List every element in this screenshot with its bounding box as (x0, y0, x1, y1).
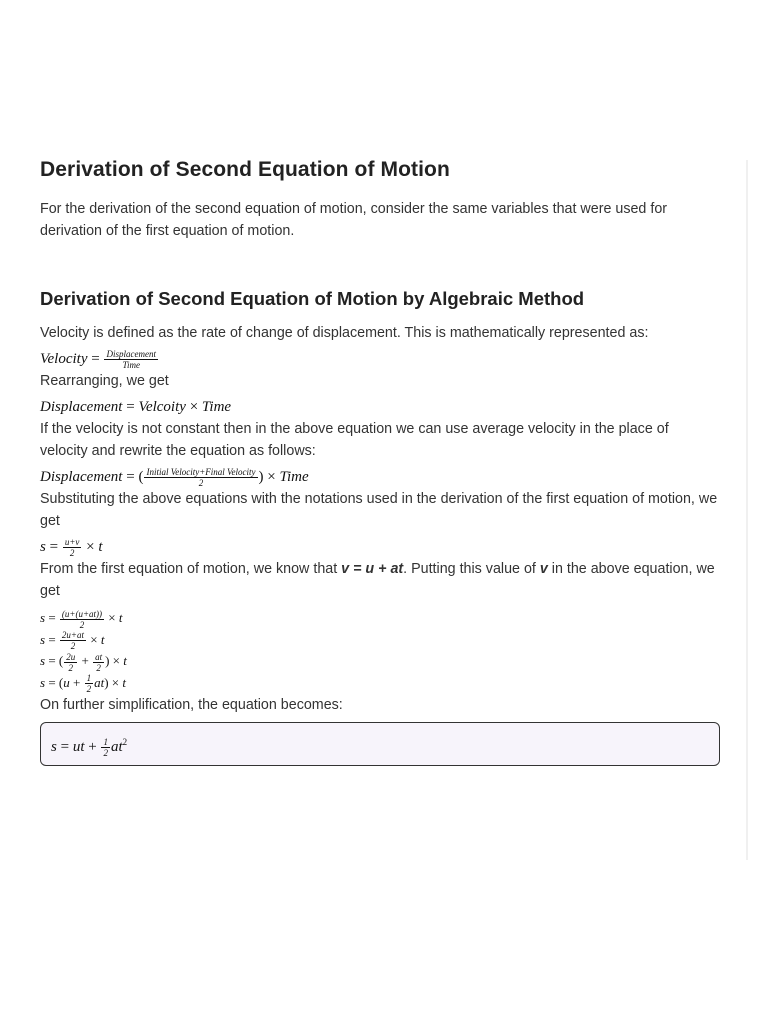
step-3: s = ( $\frac{2u}{2}$ + $\frac{at}{2}$ ) × t (40, 651, 127, 673)
first-equation-paragraph: From the first equation of motion, we know that v = u + at. Putting this value of v in the above equation, we get (40, 561, 715, 600)
article (40, 158, 720, 766)
section-heading: Derivation of Second Equation of Motion by Algebraic Method (40, 288, 585, 309)
average-velocity-paragraph: If the velocity is not constant then in the above equation we can use average velocity in the place of velocity and rewrite the equation as follows: (40, 421, 669, 460)
equation-average-velocity: Displacement = ( $\frac{\text{Initial Velocity+Final Velocity}}{2}$ ) × Time (40, 467, 309, 489)
final-equation-box (40, 722, 720, 766)
equation-velocity: Velocity = $\frac{\text{Displacement}}{\text{Time}}$ (40, 349, 156, 371)
rearranging-paragraph: Rearranging, we get (40, 373, 169, 390)
equation-displacement: Displacement = Velcoity × Time (40, 399, 232, 416)
step-4: s = (u + $\frac{1}{2}$ at) × t (40, 673, 126, 695)
equation-s-average: s = $\frac{u+v}{2}$ × t (40, 537, 103, 559)
intro-paragraph: For the derivation of the second equation of motion, consider the same variables that were used for derivation of the first equation of motion. (40, 201, 668, 239)
final-equation: s = ut + $\frac{1}{2}$ $at^2$ (51, 736, 128, 758)
simplification-paragraph: On further simplification, the equation becomes: (40, 697, 343, 714)
step-1: s = $\frac{(u+(u+at))}{2}$ × t (40, 608, 123, 630)
substituting-paragraph: Substituting the above equations with the notations used in the derivation of the first equation of motion, we get (40, 491, 718, 530)
page-title: Derivation of Second Equation of Motion (40, 158, 450, 181)
right-divider (746, 160, 748, 860)
step-2: s = $\frac{2u+at}{2}$ × t (40, 630, 105, 652)
velocity-paragraph: Velocity is defined as the rate of change of displacement. This is mathematically represented as: (40, 325, 649, 341)
